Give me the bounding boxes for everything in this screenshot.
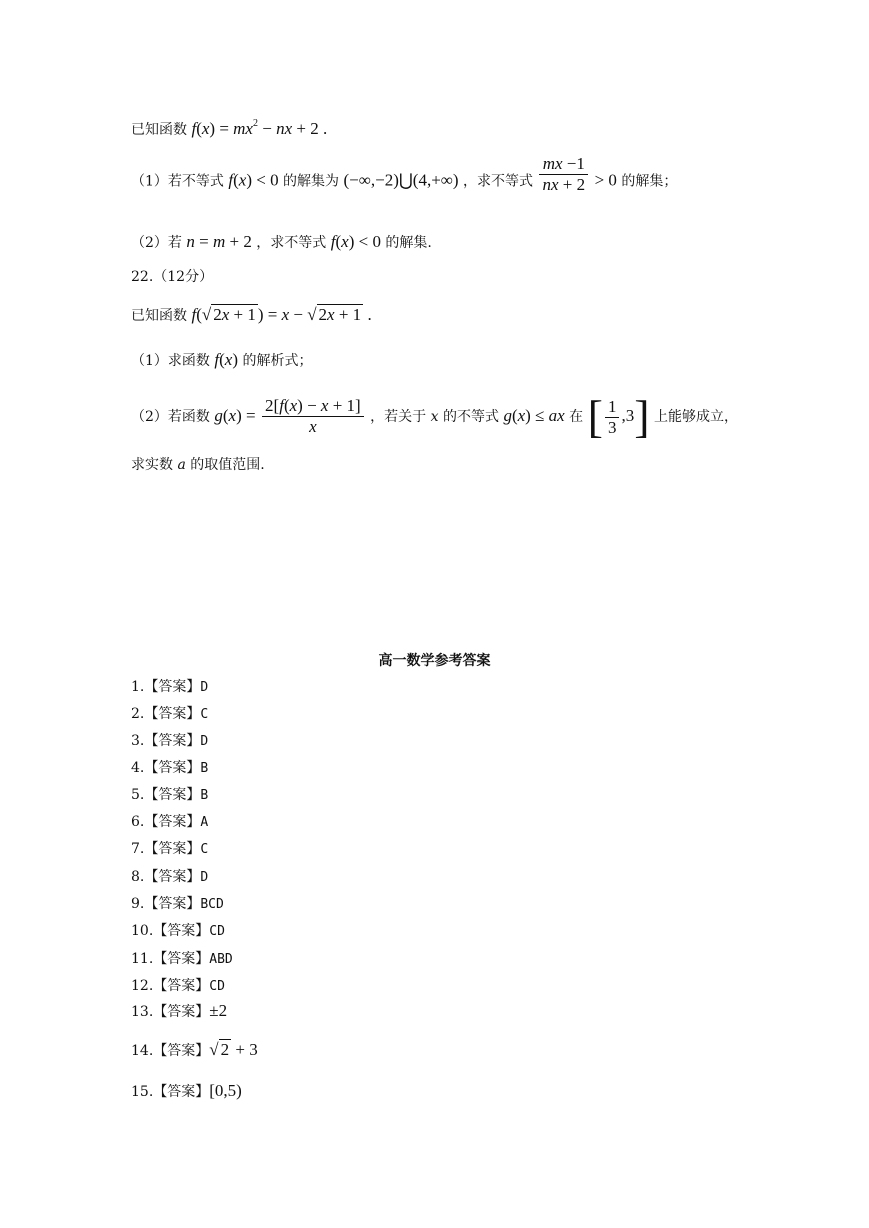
answer-item: 11.【答案】ABD: [131, 951, 233, 967]
answer-item: 14.【答案】√ 2 + 3: [131, 1040, 258, 1059]
q22-last-line: 求实数 a 的取值范围.: [131, 457, 265, 473]
answer-item: 9.【答案】BCD: [131, 896, 224, 912]
answer-item: 5.【答案】B: [131, 787, 209, 803]
q21-function-def: $f(x) = mx^2$ − nx + 2 .: [191, 118, 328, 138]
q22-interval: [ $\frac{1}{3}$ ,3]: [587, 391, 650, 442]
q22-g-fraction: $\frac{2[f(x) - x + 1]}{x}$: [262, 396, 364, 437]
answer-item: 3.【答案】D: [131, 733, 209, 749]
q22-part2: （2）若函数 g(x) = $\frac{2[f(x) - x + 1]}{x}$ ，若关于 x 的不等式 g(x) ≤ ax 在 [ $\frac{1}{3}$ ,3] 上能够成立，: [131, 391, 738, 442]
answer-item: 10.【答案】CD: [131, 923, 225, 939]
q21-part1: （1）若不等式 f(x) < 0 的解集为 (−∞,−2)⋃(4,+∞) ，求不等式 $\frac{mx -1}{nx + 2}$ > 0 的解集；: [131, 154, 678, 194]
q22-function-def: f(√ 2x + 1 ) = x − √ 2x + 1 .: [191, 305, 372, 324]
q21-solution-set: (−∞,−2)⋃(4,+∞): [343, 170, 459, 190]
q21-intro: 已知函数 $f(x) = mx^2$ − nx + 2 .: [131, 118, 328, 138]
answers-title: 高一数学参考答案: [378, 653, 491, 669]
answer-item: 2.【答案】C: [131, 706, 209, 722]
answer-item: 13.【答案】±2: [131, 1001, 228, 1020]
answer-item: 1.【答案】D: [131, 679, 209, 695]
answer-item: 6.【答案】A: [131, 814, 209, 830]
answer-item: 12.【答案】CD: [131, 978, 225, 994]
q21-fraction: $\frac{mx -1}{nx + 2}$: [539, 154, 588, 195]
answer-item: 15.【答案】[0,5): [131, 1081, 242, 1100]
q21-part2: （2）若 n = m + 2 ，求不等式 f(x) < 0 的解集.: [131, 232, 432, 251]
q22-header: 22.（12分）: [131, 269, 214, 285]
q22-intro: 已知函数 f(√ 2x + 1 ) = x − √ 2x + 1 .: [131, 305, 372, 324]
q22-part1: （1）求函数 f(x) 的解析式；: [131, 350, 313, 369]
answer-item: 7.【答案】C: [131, 841, 209, 857]
answer-item: 8.【答案】D: [131, 869, 209, 885]
answer-item: 4.【答案】B: [131, 760, 209, 776]
